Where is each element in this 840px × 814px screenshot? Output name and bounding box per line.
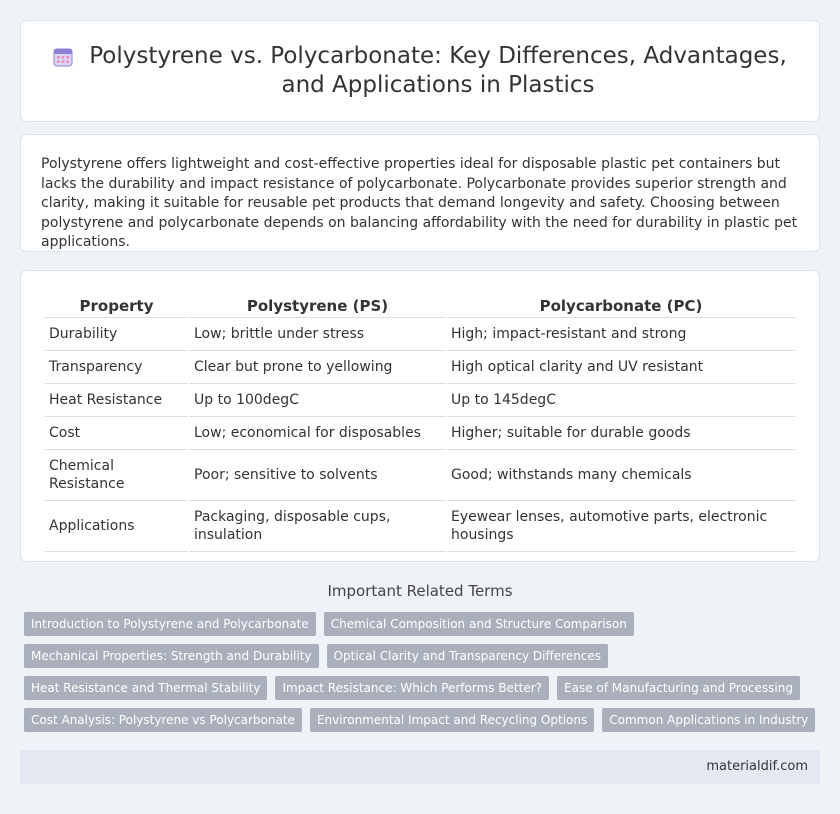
related-term-tag[interactable]: Mechanical Properties: Strength and Durability (24, 644, 319, 668)
table-row (45, 318, 795, 351)
header-polystyrene: Polystyrene (PS) (190, 293, 445, 318)
table-header-row (45, 293, 795, 318)
header-polycarbonate: Polycarbonate (PC) (447, 293, 795, 318)
header-property: Property (45, 293, 188, 318)
table-row (45, 501, 795, 552)
cell-pc: Eyewear lenses, automotive parts, electronic housings (447, 501, 795, 552)
related-term-tag[interactable]: Introduction to Polystyrene and Polycarbonate (24, 612, 316, 636)
page-title: Polystyrene vs. Polycarbonate: Key Differences, Advantages, and Applications in Plastics (89, 43, 787, 98)
footer-site-link[interactable]: materialdif.com (706, 759, 808, 774)
cell-pc: Up to 145degC (447, 384, 795, 417)
footer (20, 750, 820, 784)
related-terms-list (20, 612, 820, 732)
related-term-tag[interactable]: Common Applications in Industry (602, 708, 815, 732)
calendar-icon (51, 45, 75, 69)
table-row (45, 450, 795, 501)
table-row (45, 417, 795, 450)
header-card (20, 20, 820, 122)
table-row (45, 384, 795, 417)
related-terms-heading: Important Related Terms (327, 582, 513, 600)
cell-ps: Poor; sensitive to solvents (190, 450, 445, 501)
comparison-table-card (20, 270, 820, 562)
related-term-tag[interactable]: Optical Clarity and Transparency Differences (327, 644, 609, 668)
cell-ps: Packaging, disposable cups, insulation (190, 501, 445, 552)
related-terms-section (20, 582, 820, 732)
related-term-tag[interactable]: Impact Resistance: Which Performs Better? (275, 676, 549, 700)
intro-card (20, 134, 820, 252)
cell-pc: High; impact-resistant and strong (447, 318, 795, 351)
cell-property: Heat Resistance (45, 384, 188, 417)
related-term-tag[interactable]: Cost Analysis: Polystyrene vs Polycarbonate (24, 708, 302, 732)
related-term-tag[interactable]: Chemical Composition and Structure Comparison (324, 612, 634, 636)
cell-pc: Higher; suitable for durable goods (447, 417, 795, 450)
cell-ps: Low; economical for disposables (190, 417, 445, 450)
comparison-table (43, 293, 797, 552)
cell-pc: High optical clarity and UV resistant (447, 351, 795, 384)
cell-property: Durability (45, 318, 188, 351)
cell-ps: Low; brittle under stress (190, 318, 445, 351)
related-term-tag[interactable]: Environmental Impact and Recycling Options (310, 708, 594, 732)
cell-property: Chemical Resistance (45, 450, 188, 501)
related-term-tag[interactable]: Ease of Manufacturing and Processing (557, 676, 800, 700)
cell-ps: Up to 100degC (190, 384, 445, 417)
cell-property: Cost (45, 417, 188, 450)
related-term-tag[interactable]: Heat Resistance and Thermal Stability (24, 676, 267, 700)
intro-paragraph: Polystyrene offers lightweight and cost-effective properties ideal for disposable plastic pet containers but lacks the durability and impact resistance of polycarbonate. Polycarbonate provides superior strength and clarity, making it suitable for reusable pet products that demand longevity and safety. Choosing between polystyrene and polycarbonate depends on balancing affordability with the need for durability in plastic pet applications. (41, 156, 798, 251)
cell-property: Applications (45, 501, 188, 552)
cell-ps: Clear but prone to yellowing (190, 351, 445, 384)
cell-property: Transparency (45, 351, 188, 384)
table-row (45, 351, 795, 384)
cell-pc: Good; withstands many chemicals (447, 450, 795, 501)
